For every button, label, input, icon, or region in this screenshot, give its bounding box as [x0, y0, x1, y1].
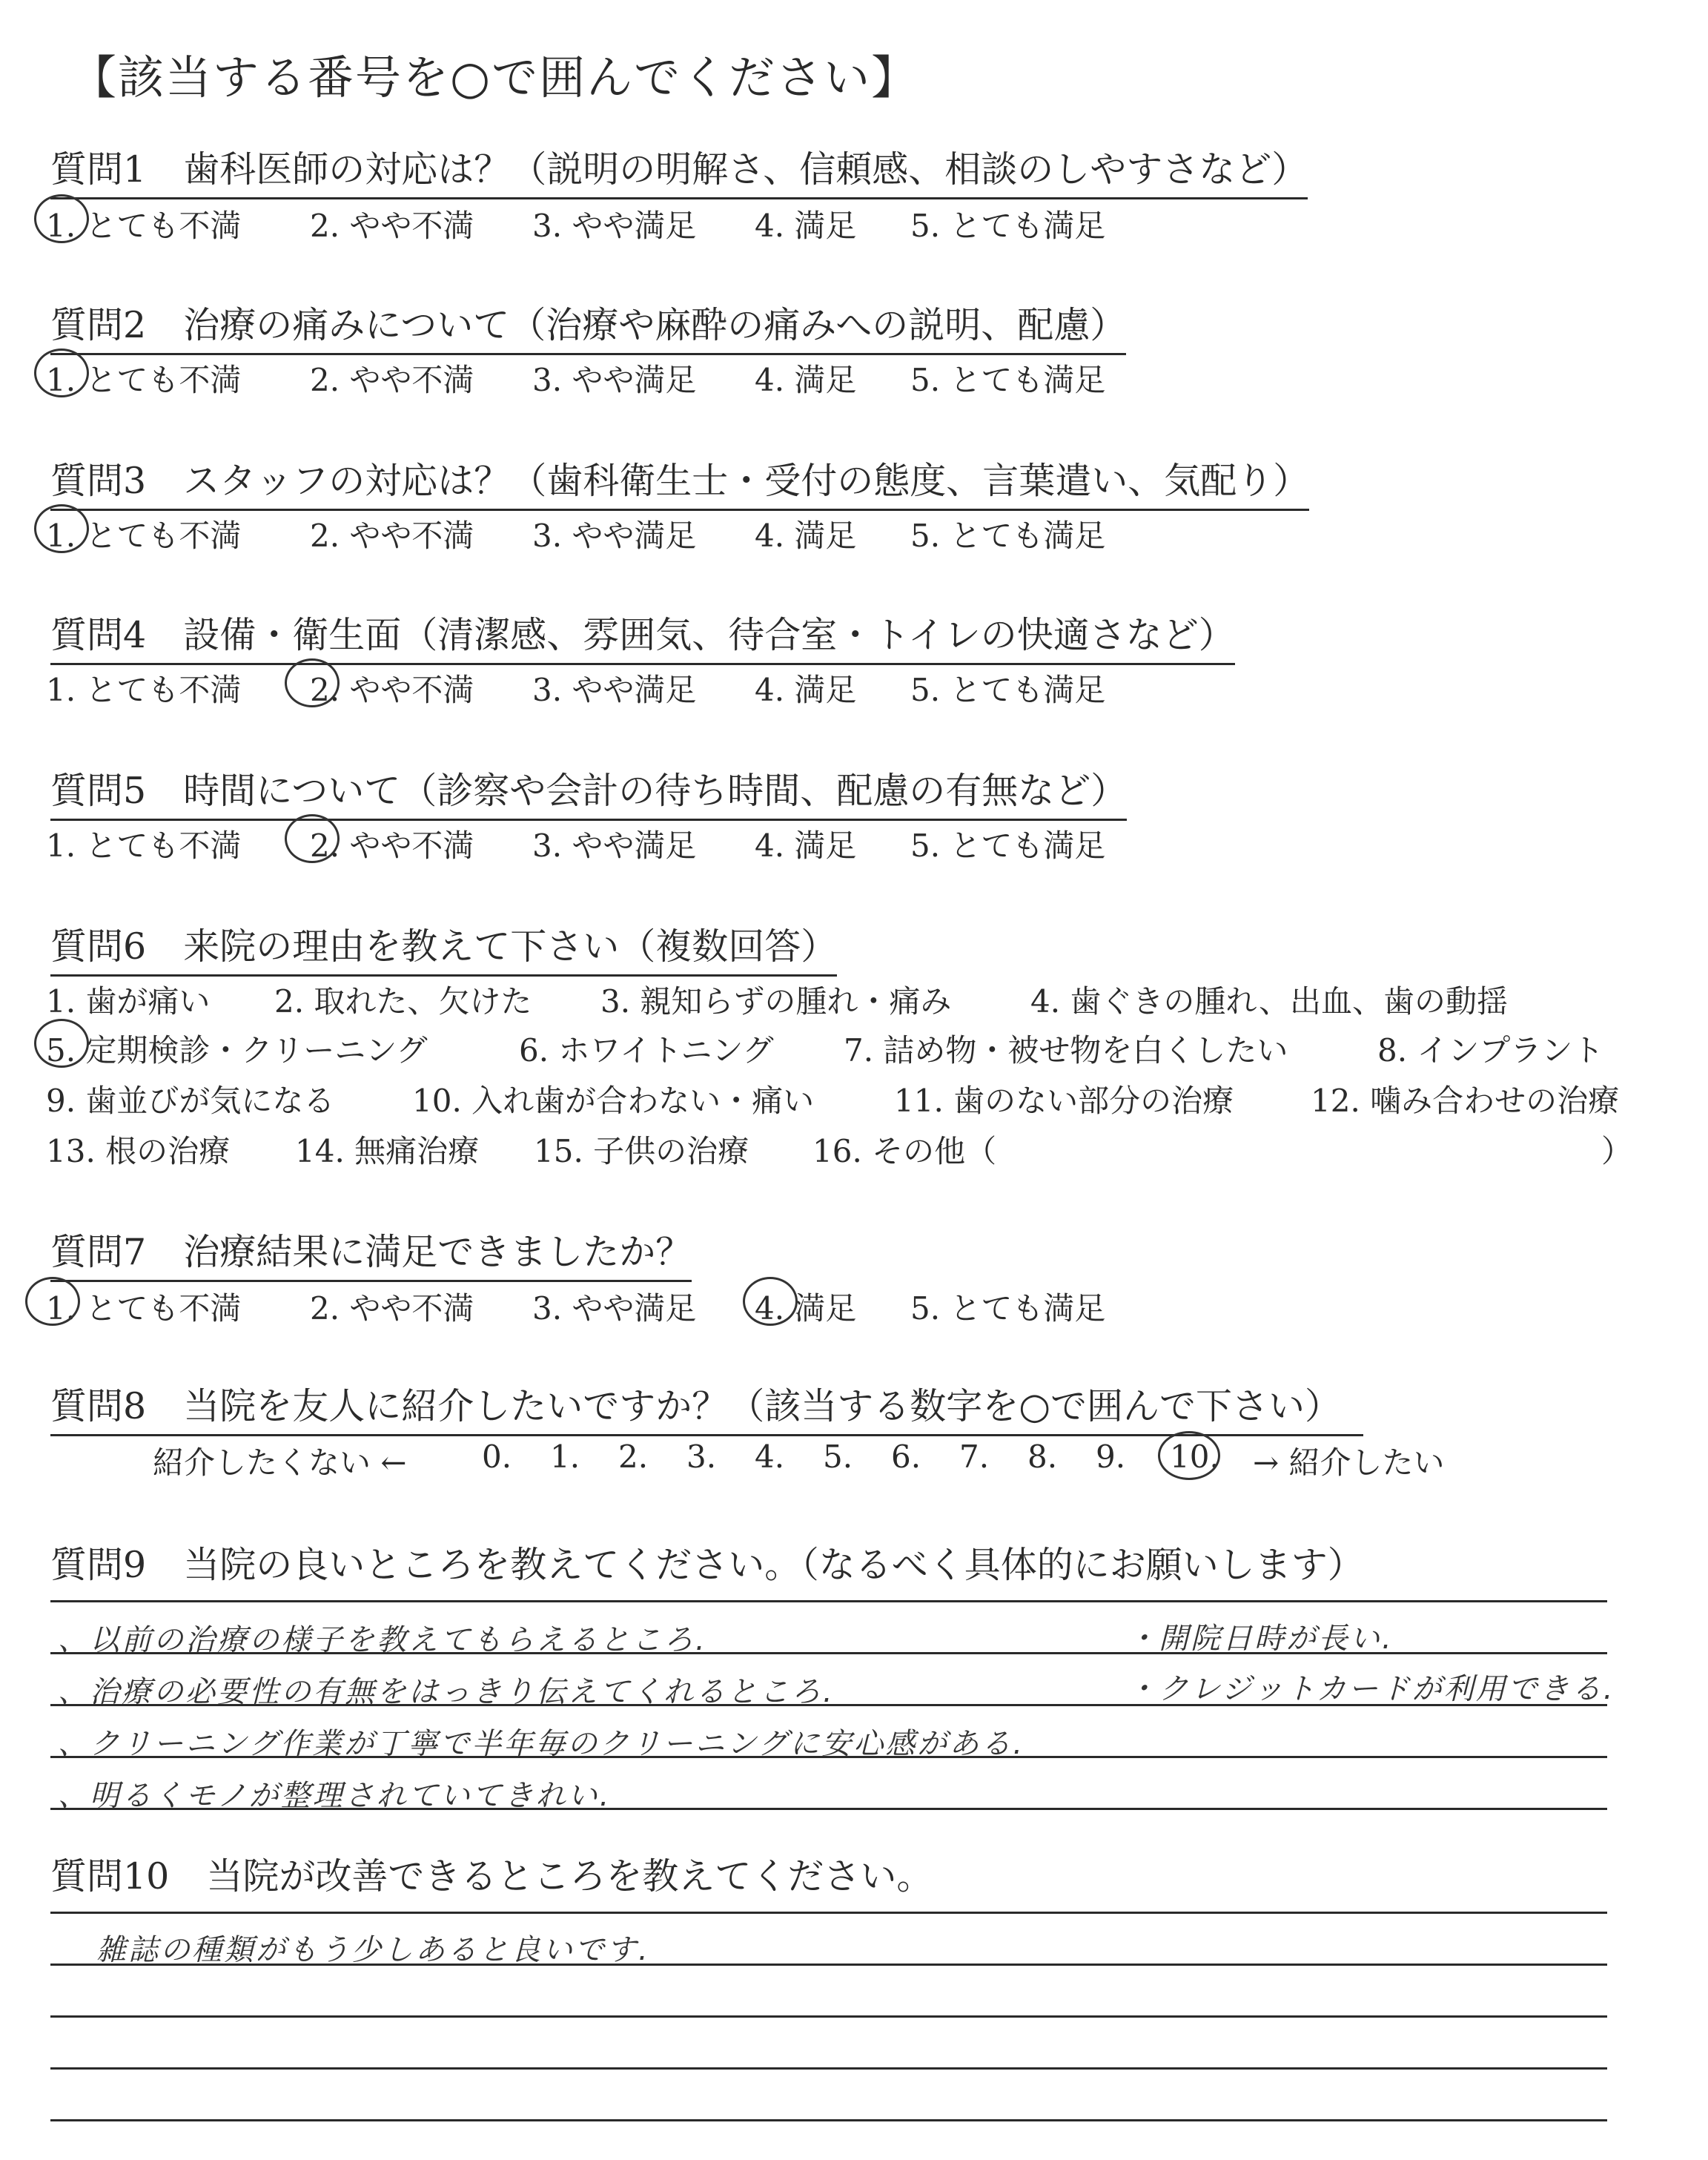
q6-option-5[interactable]: 5. 定期検診・クリーニング	[46, 1032, 428, 1069]
q4-option-4[interactable]: 4. 満足	[755, 672, 857, 708]
q2-option-1[interactable]: 1. とても不満	[46, 362, 242, 398]
q5-option-4[interactable]: 4. 満足	[755, 828, 857, 864]
q4-circle-mark	[285, 658, 340, 707]
q1-circle-mark	[34, 194, 89, 243]
q6-option-14[interactable]: 14. 無痛治療	[295, 1133, 480, 1169]
q1-option-3[interactable]: 3. やや満足	[532, 208, 697, 244]
q8-num-1[interactable]: 1.	[550, 1439, 580, 1475]
q6-option-15[interactable]: 15. 子供の治療	[534, 1133, 749, 1169]
q8-num-0[interactable]: 0.	[482, 1439, 512, 1475]
question-5-heading	[50, 762, 1127, 821]
q4-option-1[interactable]: 1. とても不満	[46, 672, 242, 708]
q1-option-4[interactable]: 4. 満足	[755, 208, 857, 244]
question-2-label: 質問2	[50, 304, 147, 346]
question-3-heading	[50, 452, 1309, 511]
q10-line-3	[50, 2015, 1607, 2018]
q6-option-2[interactable]: 2. 取れた、欠けた	[274, 983, 532, 1020]
q7-option-3[interactable]: 3. やや満足	[532, 1290, 697, 1327]
question-8-heading	[50, 1378, 1363, 1436]
q1-option-1[interactable]: 1. とても不満	[46, 208, 242, 244]
q8-num-8[interactable]: 8.	[1027, 1439, 1058, 1475]
question-7-text: 治療結果に満足できましたか？	[183, 1231, 692, 1273]
question-5-text: 時間について（診察や会計の待ち時間、配慮の有無など）	[183, 770, 1128, 812]
q6-option-1[interactable]: 1. 歯が痛い	[46, 983, 211, 1020]
q10-line-1	[50, 1912, 1607, 1914]
q5-option-5[interactable]: 5. とても満足	[910, 828, 1106, 864]
question-9-heading	[50, 1536, 1364, 1588]
q9-line-1	[50, 1600, 1607, 1602]
q10-answer: 雑誌の種類がもう少しあると良いです.	[96, 1933, 650, 1967]
q9-answer-5: 、クリーニング作業が丁寧で半年毎のクリーニングに安心感がある.	[58, 1727, 1025, 1761]
question-4-label: 質問4	[50, 614, 147, 656]
question-6-heading	[50, 918, 837, 977]
q8-right-label: → 紹介したい	[1253, 1444, 1445, 1481]
question-5-label: 質問5	[50, 770, 147, 812]
q8-left-label: 紹介したくない ←	[153, 1444, 407, 1481]
question-1-heading	[50, 141, 1308, 199]
question-1-text: 歯科医師の対応は？（説明の明解さ、信頼感、相談のしやすさなど）	[183, 148, 1308, 191]
question-2-text: 治療の痛みについて（治療や麻酔の痛みへの説明、配慮）	[183, 304, 1127, 346]
q6-option-11[interactable]: 11. 歯のない部分の治療	[894, 1083, 1234, 1119]
q8-num-9[interactable]: 9.	[1096, 1439, 1126, 1475]
q8-num-5[interactable]: 5.	[823, 1439, 853, 1475]
q2-option-4[interactable]: 4. 満足	[755, 362, 857, 398]
question-2-heading	[50, 297, 1126, 355]
q8-num-3[interactable]: 3.	[686, 1439, 717, 1475]
q1-option-2[interactable]: 2. やや不満	[310, 208, 474, 244]
q3-option-1[interactable]: 1. とても不満	[46, 518, 242, 554]
page-title: 【該当する番号を○で囲んでください】	[70, 50, 919, 105]
q7-option-1[interactable]: 1. とても不満	[46, 1290, 242, 1327]
q6-option-12[interactable]: 12. 噛み合わせの治療	[1311, 1083, 1620, 1119]
q10-line-5	[50, 2119, 1607, 2121]
q6-option-16[interactable]: 16. その他（	[812, 1133, 997, 1169]
q6-option-7[interactable]: 7. 詰め物・被せ物を白くしたい	[844, 1032, 1288, 1069]
q7-circle-mark-1	[25, 1277, 80, 1326]
q9-answer-6: 、明るくモノが整理されていてきれい.	[58, 1779, 612, 1813]
question-6-label: 質問6	[50, 925, 147, 968]
q5-option-1[interactable]: 1. とても不満	[46, 828, 242, 864]
q6-option-6[interactable]: 6. ホワイトニング	[519, 1032, 774, 1069]
q8-num-7[interactable]: 7.	[959, 1439, 990, 1475]
q4-option-3[interactable]: 3. やや満足	[532, 672, 697, 708]
question-9-text: 当院の良いところを教えてください。（なるべく具体的にお願いします）	[183, 1544, 1364, 1586]
question-8-text: 当院を友人に紹介したいですか？（該当する数字を○で囲んで下さい）	[183, 1385, 1341, 1427]
q5-option-3[interactable]: 3. やや満足	[532, 828, 697, 864]
q7-option-4[interactable]: 4. 満足	[755, 1290, 857, 1327]
q9-answer-4: ・クレジットカードが利用できる.	[1127, 1672, 1615, 1706]
question-7-heading	[50, 1223, 692, 1282]
q7-option-5[interactable]: 5. とても満足	[910, 1290, 1106, 1327]
q6-option-9[interactable]: 9. 歯並びが気になる	[46, 1083, 335, 1119]
q7-circle-mark-4	[743, 1277, 798, 1326]
q2-circle-mark	[34, 349, 89, 397]
q6-option-10[interactable]: 10. 入れ歯が合わない・痛い	[412, 1083, 815, 1119]
q5-circle-mark	[285, 814, 340, 863]
q3-option-2[interactable]: 2. やや不満	[310, 518, 474, 554]
question-4-text: 設備・衛生面（清潔感、雰囲気、待合室・トイレの快適さなど）	[183, 614, 1235, 656]
q9-answer-3: 、治療の必要性の有無をはっきり伝えてくれるところ.	[58, 1675, 835, 1709]
question-10-label: 質問10	[50, 1855, 170, 1898]
question-6-text: 来院の理由を教えて下さい（複数回答）	[183, 925, 838, 968]
q3-option-3[interactable]: 3. やや満足	[532, 518, 697, 554]
q6-circle-mark	[34, 1019, 89, 1068]
q6-other-close-paren: ）	[1601, 1133, 1633, 1169]
question-10-heading	[50, 1848, 933, 1900]
q3-option-5[interactable]: 5. とても満足	[910, 518, 1106, 554]
question-1-label: 質問1	[50, 148, 147, 191]
q6-option-13[interactable]: 13. 根の治療	[46, 1133, 231, 1169]
q2-option-3[interactable]: 3. やや満足	[532, 362, 697, 398]
q8-num-2[interactable]: 2.	[618, 1439, 649, 1475]
q2-option-2[interactable]: 2. やや不満	[310, 362, 474, 398]
q2-option-5[interactable]: 5. とても満足	[910, 362, 1106, 398]
question-9-label: 質問9	[50, 1544, 147, 1586]
q8-circle-mark	[1158, 1431, 1220, 1480]
q8-num-4[interactable]: 4.	[755, 1439, 785, 1475]
q5-option-2[interactable]: 2. やや不満	[310, 828, 474, 864]
q8-num-6[interactable]: 6.	[891, 1439, 921, 1475]
q3-option-4[interactable]: 4. 満足	[755, 518, 857, 554]
q9-answer-2: ・開院日時が長い.	[1127, 1622, 1394, 1656]
q4-option-2[interactable]: 2. やや不満	[310, 672, 474, 708]
question-3-label: 質問3	[50, 460, 147, 502]
question-7-label: 質問7	[50, 1231, 147, 1273]
question-4-heading	[50, 607, 1235, 665]
q9-answer-1: 、以前の治療の様子を教えてもらえるところ.	[58, 1623, 707, 1657]
q6-option-8[interactable]: 8. インプラント	[1377, 1032, 1604, 1069]
q10-line-4	[50, 2067, 1607, 2070]
q6-option-4[interactable]: 4. 歯ぐきの腫れ、出血、歯の動揺	[1030, 983, 1508, 1020]
q8-num-10[interactable]: 10.	[1170, 1439, 1219, 1475]
q4-option-5[interactable]: 5. とても満足	[910, 672, 1106, 708]
question-8-label: 質問8	[50, 1385, 147, 1427]
question-3-text: スタッフの対応は？（歯科衛生士・受付の態度、言葉遣い、気配り）	[183, 460, 1310, 502]
q6-option-3[interactable]: 3. 親知らずの腫れ・痛み	[600, 983, 952, 1020]
q1-option-5[interactable]: 5. とても満足	[910, 208, 1106, 244]
question-10-text: 当院が改善できるところを教えてください。	[206, 1855, 933, 1898]
q3-circle-mark	[34, 504, 89, 553]
q7-option-2[interactable]: 2. やや不満	[310, 1290, 474, 1327]
